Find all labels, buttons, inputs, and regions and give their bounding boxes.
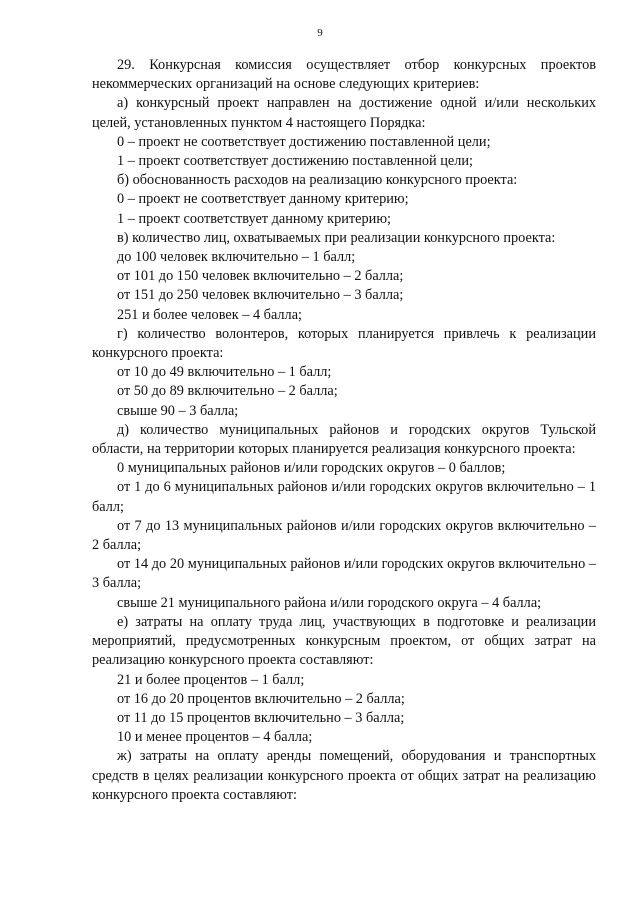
document-body xyxy=(92,56,596,805)
criterion-zh: ж) затраты на оплату аренды помещений, оборудования и транспортных средств в целях реализации конкурсного проекта от общих затрат на реализацию конкурсного проекта составляют: xyxy=(92,748,596,803)
criterion-v-score-4: 251 и более человек – 4 балла; xyxy=(117,306,303,323)
paragraph-29-intro: 29. Конкурсная комиссия осуществляет отбор конкурсных проектов некоммерческих организаций на основе следующих критериев: xyxy=(92,57,596,93)
criterion-a-score-1: 1 – проект соответствует достижению поставленной цели; xyxy=(117,153,473,170)
criterion-v-score-3: от 151 до 250 человек включительно – 3 балла; xyxy=(117,287,404,304)
criterion-e: е) затраты на оплату труда лиц, участвующих в подготовке и реализации мероприятий, предусмотренных конкурсным проектом, от общих затрат на реализацию конкурсного проекта составляют: xyxy=(92,613,596,669)
criterion-a: а) конкурсный проект направлен на достижение одной и/или нескольких целей, установленных пунктом 4 настоящего Порядка: xyxy=(92,95,596,131)
criterion-d-score-2: от 7 до 13 муниципальных районов и/или городских округов включительно – 2 балла; xyxy=(92,517,596,554)
criterion-v-score-1: до 100 человек включительно – 1 балл; xyxy=(117,249,356,266)
page-number: 9 xyxy=(317,27,323,39)
criterion-v: в) количество лиц, охватываемых при реализации конкурсного проекта: xyxy=(117,229,556,246)
criterion-g-score-3: свыше 90 – 3 балла; xyxy=(117,402,239,419)
criterion-v-score-2: от 101 до 150 человек включительно – 2 балла; xyxy=(117,268,404,285)
criterion-b-score-0: 0 – проект не соответствует данному критерию; xyxy=(117,191,409,208)
criterion-g-score-1: от 10 до 49 включительно – 1 балл; xyxy=(117,364,332,381)
criterion-b: б) обоснованность расходов на реализацию конкурсного проекта: xyxy=(117,172,518,189)
criterion-e-score-4: 10 и менее процентов – 4 балла; xyxy=(117,729,313,746)
criterion-e-score-2: от 16 до 20 процентов включительно – 2 балла; xyxy=(117,690,405,707)
criterion-d-score-3: от 14 до 20 муниципальных районов и/или городских округов включительно – 3 балла; xyxy=(92,556,596,592)
criterion-e-score-3: от 11 до 15 процентов включительно – 3 балла; xyxy=(117,709,405,726)
criterion-d-score-4: свыше 21 муниципального района и/или городского округа – 4 балла; xyxy=(117,594,542,611)
criterion-g: г) количество волонтеров, которых планируется привлечь к реализации конкурсного проекта: xyxy=(92,325,596,362)
criterion-d-score-1: от 1 до 6 муниципальных районов и/или городских округов включительно – 1 балл; xyxy=(92,479,596,515)
criterion-g-score-2: от 50 до 89 включительно – 2 балла; xyxy=(117,383,338,400)
criterion-d-score-0: 0 муниципальных районов и/или городских округов – 0 баллов; xyxy=(117,460,506,477)
criterion-a-score-0: 0 – проект не соответствует достижению поставленной цели; xyxy=(117,133,491,150)
criterion-b-score-1: 1 – проект соответствует данному критерию; xyxy=(117,210,391,227)
criterion-e-score-1: 21 и более процентов – 1 балл; xyxy=(117,671,305,688)
criterion-d: д) количество муниципальных районов и городских округов Тульской области, на территории которых планируется реализация конкурсного проекта: xyxy=(92,421,596,458)
